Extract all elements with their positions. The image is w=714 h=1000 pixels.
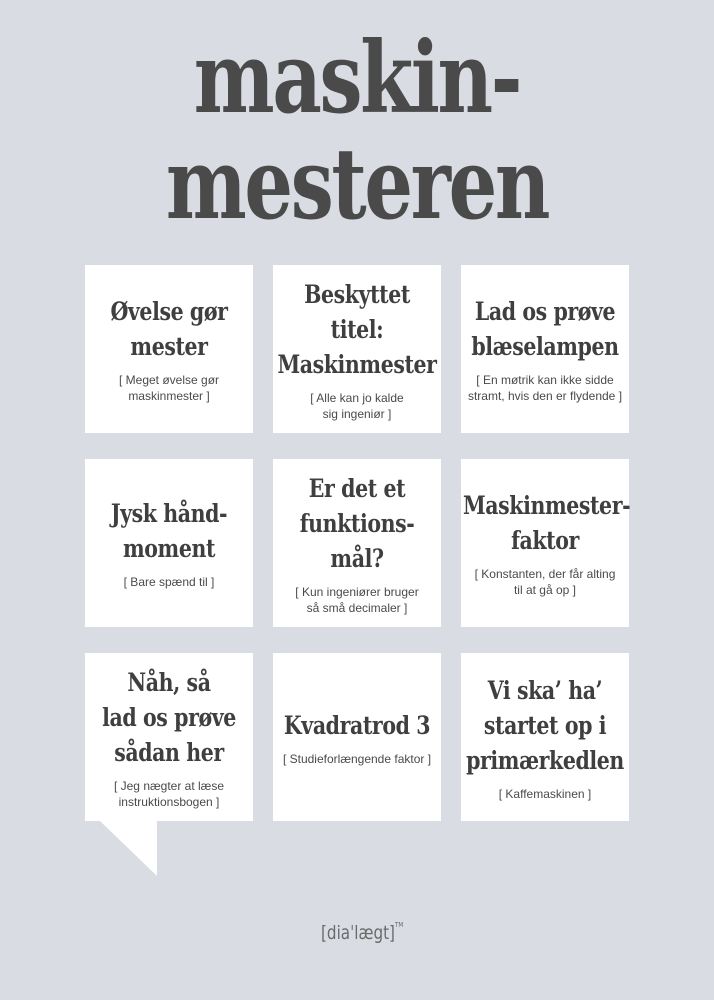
card-subtext: [ Studieforlængende faktor ] xyxy=(282,751,432,766)
card-naah-saa-lad-os-prove xyxy=(85,653,253,821)
card-subtext: [ Bare spænd til ] xyxy=(123,575,215,589)
card-funktionsmaal xyxy=(273,459,441,627)
card-heading: Jysk hånd- moment xyxy=(110,499,228,563)
card-beskyttet-titel xyxy=(273,265,441,433)
card-heading: Er det et funktions- mål? xyxy=(299,473,415,573)
card-subtext: [ En møtrik kan ikke sidde stramt, hvis den er flydende ] xyxy=(467,373,623,403)
card-subtext: [ Kun ingeniører bruger så små decimaler ] xyxy=(295,584,419,615)
speech-bubble-tail xyxy=(99,820,159,876)
card-heading: Kvadratrod 3 xyxy=(283,710,431,740)
poster-title-line-2: mesteren xyxy=(165,127,549,242)
card-heading: Lad os prøve blæselampen xyxy=(471,297,619,361)
card-maskinmesterfaktor xyxy=(461,459,629,627)
card-heading: Maskinmester- faktor xyxy=(463,491,631,555)
card-subtext: [ Jeg nægter at læse instruktionsbogen ] xyxy=(113,778,225,809)
card-kvadratrod-3 xyxy=(273,653,441,821)
card-heading: Nåh, så lad os prøve sådan her xyxy=(102,667,236,767)
poster-title-line-1: maskin- xyxy=(193,21,521,136)
card-primaerkedlen xyxy=(461,653,629,821)
card-subtext: [ Meget øvelse gør maskinmester ] xyxy=(118,373,220,403)
card-heading: Vi ska’ ha’ startet op i primærkedlen xyxy=(466,675,624,775)
card-heading: Beskyttet titel: Maskinmester xyxy=(277,279,437,379)
card-heading: Øvelse gør mester xyxy=(110,297,228,361)
card-jysk-haandmoment xyxy=(85,459,253,627)
card-lad-os-prove-blaeselampen xyxy=(461,265,629,433)
logo-text: [diaˈlægt] xyxy=(321,922,395,944)
card-ovelse-gor-mester xyxy=(85,265,253,433)
trademark-mark: TM xyxy=(394,921,404,929)
card-subtext: [ Alle kan jo kalde sig ingeniør ] xyxy=(310,390,404,421)
card-subtext: [ Konstanten, der får alting til at gå op ] xyxy=(474,567,616,597)
dialaegt-logo xyxy=(321,921,404,944)
card-subtext: [ Kaffemaskinen ] xyxy=(498,786,592,801)
